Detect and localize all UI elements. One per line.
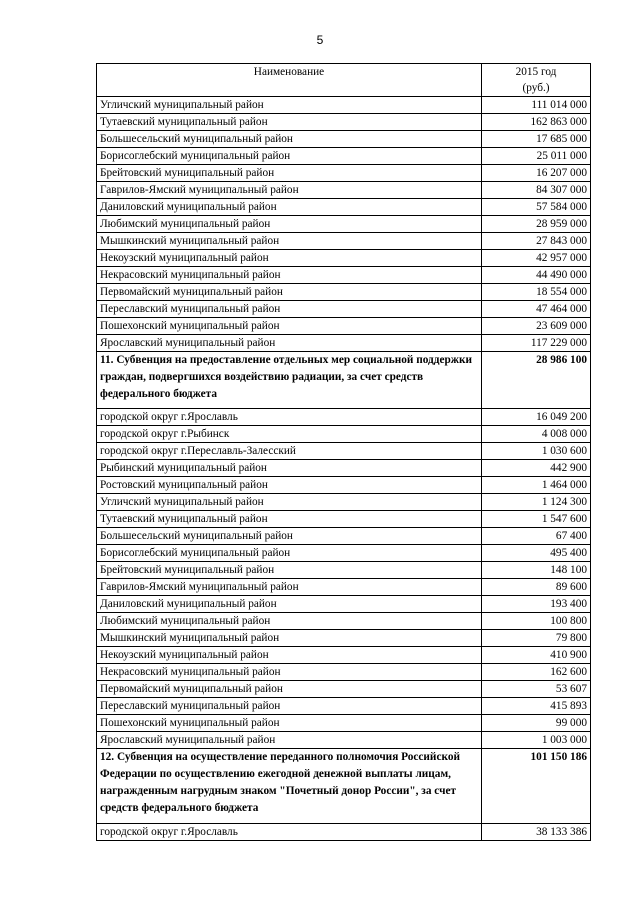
row-value: 442 900 [482, 460, 591, 477]
table-row [97, 460, 591, 477]
section-total: 101 150 186 [482, 749, 591, 824]
table-row [97, 715, 591, 732]
page-number: 5 [316, 33, 324, 47]
row-name: Ростовский муниципальный район [97, 477, 482, 494]
section-title: 11. Субвенция на предоставление отдельных мер социальной поддержки граждан, подвергшихся воздействию радиации, за счет средств федерального бюджета [97, 352, 482, 409]
table-row [97, 579, 591, 596]
row-value: 111 014 000 [482, 97, 591, 114]
section-header-row [97, 352, 591, 409]
table-row [97, 664, 591, 681]
table-row [97, 681, 591, 698]
table-row [97, 477, 591, 494]
row-name: Большесельский муниципальный район [97, 528, 482, 545]
table-row [97, 511, 591, 528]
row-value: 38 133 386 [482, 824, 591, 841]
section-total: 28 986 100 [482, 352, 591, 409]
row-value: 162 863 000 [482, 114, 591, 131]
row-name: Брейтовский муниципальный район [97, 562, 482, 579]
table-row [97, 318, 591, 335]
row-name: Любимский муниципальный район [97, 216, 482, 233]
row-name: Тутаевский муниципальный район [97, 114, 482, 131]
row-name: городской округ г.Ярославль [97, 824, 482, 841]
table-row [97, 131, 591, 148]
row-name: городской округ г.Рыбинск [97, 426, 482, 443]
row-name: Рыбинский муниципальный район [97, 460, 482, 477]
table-header-row [97, 64, 591, 97]
row-value: 28 959 000 [482, 216, 591, 233]
row-name: Пошехонский муниципальный район [97, 318, 482, 335]
row-name: Первомайский муниципальный район [97, 284, 482, 301]
row-name: Пошехонский муниципальный район [97, 715, 482, 732]
row-name: Угличский муниципальный район [97, 97, 482, 114]
row-value: 16 207 000 [482, 165, 591, 182]
table-row [97, 562, 591, 579]
table-row [97, 165, 591, 182]
row-value: 27 843 000 [482, 233, 591, 250]
section-header-row [97, 749, 591, 824]
row-name: Первомайский муниципальный район [97, 681, 482, 698]
table-row [97, 182, 591, 199]
row-value: 44 490 000 [482, 267, 591, 284]
table-row [97, 250, 591, 267]
row-value: 4 008 000 [482, 426, 591, 443]
row-name: Ярославский муниципальный район [97, 732, 482, 749]
row-name: городской округ г.Ярославль [97, 409, 482, 426]
row-name: Даниловский муниципальный район [97, 199, 482, 216]
row-value: 495 400 [482, 545, 591, 562]
table-row [97, 216, 591, 233]
row-name: Тутаевский муниципальный район [97, 511, 482, 528]
row-value: 57 584 000 [482, 199, 591, 216]
row-name: Некрасовский муниципальный район [97, 664, 482, 681]
table-row [97, 545, 591, 562]
row-value: 117 229 000 [482, 335, 591, 352]
table-row [97, 647, 591, 664]
row-name: Ярославский муниципальный район [97, 335, 482, 352]
row-value: 53 607 [482, 681, 591, 698]
table-row [97, 443, 591, 460]
table-row [97, 148, 591, 165]
table-row [97, 114, 591, 131]
row-name: городской округ г.Переславль-Залесский [97, 443, 482, 460]
row-name: Переславский муниципальный район [97, 698, 482, 715]
row-value: 42 957 000 [482, 250, 591, 267]
row-name: Даниловский муниципальный район [97, 596, 482, 613]
budget-table [96, 63, 591, 841]
row-name: Переславский муниципальный район [97, 301, 482, 318]
row-name: Брейтовский муниципальный район [97, 165, 482, 182]
row-value: 17 685 000 [482, 131, 591, 148]
row-value: 193 400 [482, 596, 591, 613]
table-row [97, 630, 591, 647]
table-row [97, 267, 591, 284]
column-header-year [482, 64, 591, 97]
row-name: Мышкинский муниципальный район [97, 233, 482, 250]
row-value: 16 049 200 [482, 409, 591, 426]
row-value: 25 011 000 [482, 148, 591, 165]
table-row [97, 409, 591, 426]
table-row [97, 284, 591, 301]
row-value: 148 100 [482, 562, 591, 579]
table-row [97, 301, 591, 318]
row-value: 1 030 600 [482, 443, 591, 460]
row-name: Угличский муниципальный район [97, 494, 482, 511]
row-value: 79 800 [482, 630, 591, 647]
row-name: Некрасовский муниципальный район [97, 267, 482, 284]
column-header-name: Наименование [97, 64, 482, 97]
table-row [97, 233, 591, 250]
row-name: Борисоглебский муниципальный район [97, 148, 482, 165]
row-value: 100 800 [482, 613, 591, 630]
row-name: Некоузский муниципальный район [97, 647, 482, 664]
row-value: 1 464 000 [482, 477, 591, 494]
table-row [97, 613, 591, 630]
row-name: Борисоглебский муниципальный район [97, 545, 482, 562]
table-row [97, 528, 591, 545]
table-row [97, 199, 591, 216]
section-title: 12. Субвенция на осуществление переданного полномочия Российской Федерации по осуществлению ежегодной денежной выплаты лицам, награжденным нагрудным знаком "Почетный донор России", за счет средств федерального бюджета [97, 749, 482, 824]
row-name: Мышкинский муниципальный район [97, 630, 482, 647]
table-row [97, 97, 591, 114]
row-value: 1 547 600 [482, 511, 591, 528]
row-value: 23 609 000 [482, 318, 591, 335]
row-value: 89 600 [482, 579, 591, 596]
row-value: 415 893 [482, 698, 591, 715]
table-row [97, 732, 591, 749]
row-value: 1 124 300 [482, 494, 591, 511]
table-row [97, 426, 591, 443]
row-value: 47 464 000 [482, 301, 591, 318]
row-name: Большесельский муниципальный район [97, 131, 482, 148]
row-value: 410 900 [482, 647, 591, 664]
table-row [97, 596, 591, 613]
table-body [97, 97, 591, 841]
column-header-year-line1: 2015 год [515, 66, 557, 78]
table-row [97, 698, 591, 715]
row-value: 1 003 000 [482, 732, 591, 749]
table-row [97, 824, 591, 841]
table-row [97, 494, 591, 511]
column-header-year-line2: (руб.) [522, 82, 550, 94]
row-name: Некоузский муниципальный район [97, 250, 482, 267]
row-value: 162 600 [482, 664, 591, 681]
row-name: Гаврилов-Ямский муниципальный район [97, 182, 482, 199]
table-row [97, 335, 591, 352]
row-value: 18 554 000 [482, 284, 591, 301]
row-value: 67 400 [482, 528, 591, 545]
row-name: Любимский муниципальный район [97, 613, 482, 630]
row-value: 99 000 [482, 715, 591, 732]
row-value: 84 307 000 [482, 182, 591, 199]
row-name: Гаврилов-Ямский муниципальный район [97, 579, 482, 596]
